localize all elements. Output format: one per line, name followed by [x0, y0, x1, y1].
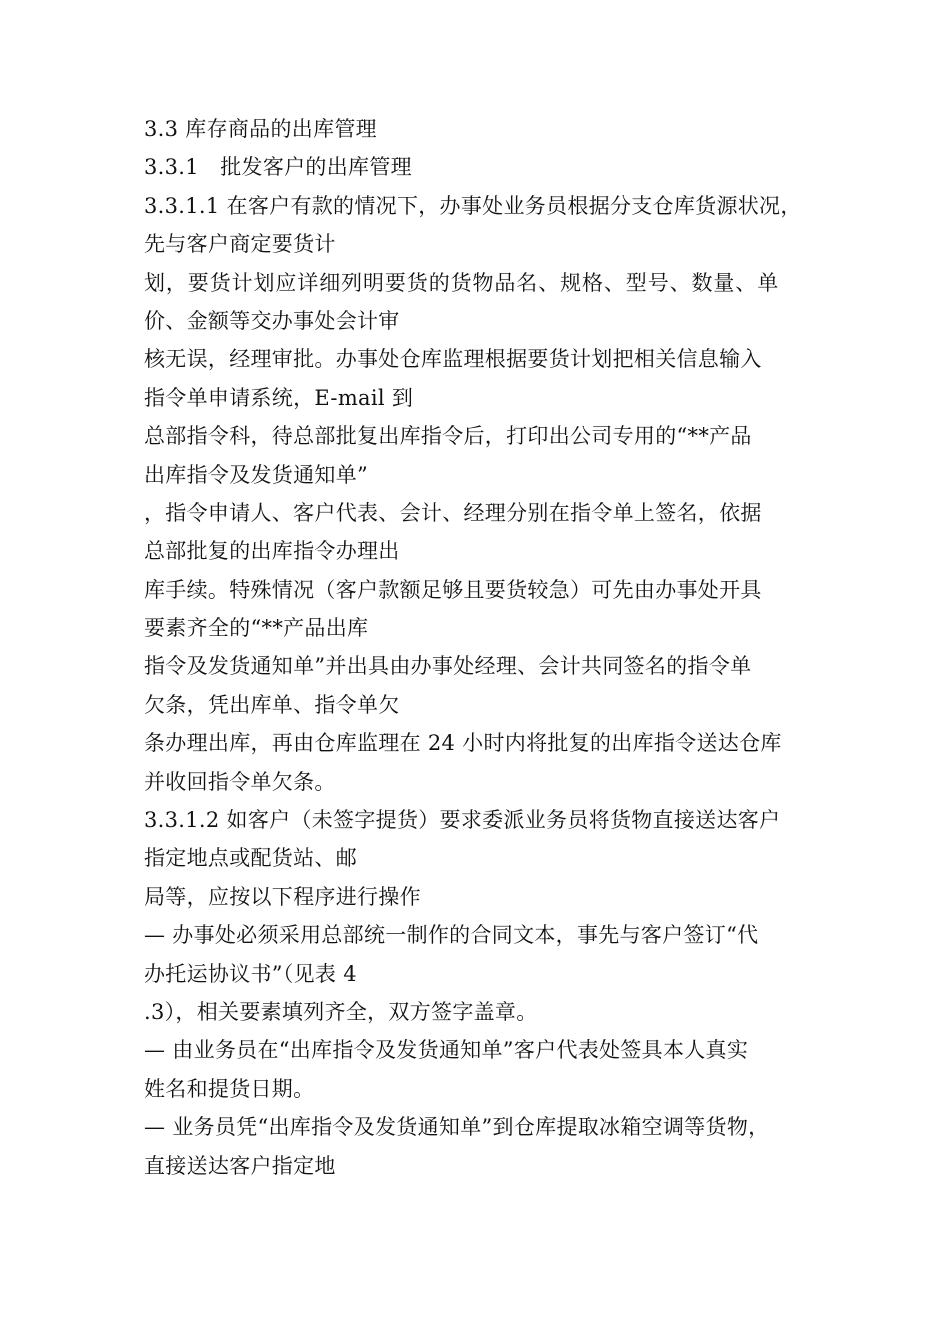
paragraph-line: 欠条，凭出库单、指令单欠: [144, 692, 400, 717]
paragraph-line: 指令及发货通知单”并出具由办事处经理、会计共同签名的指令单: [144, 654, 752, 679]
paragraph-line: 并收回指令单欠条。: [144, 769, 336, 794]
paragraph-line: 核无误，经理审批。办事处仓库监理根据要货计划把相关信息输入: [144, 347, 762, 372]
paragraph-line: 总部批复的出库指令办理出: [144, 539, 400, 564]
paragraph-line: 总部指令科，待总部批复出库指令后，打印出公司专用的“**产品: [144, 424, 752, 449]
section-heading: 3.3 库存商品的出库管理: [144, 117, 377, 141]
paragraph-line: 划，要货计划应详细列明要货的货物品名、规格、型号、数量、单: [144, 270, 780, 295]
paragraph-line: 价、金额等交办事处会计审: [144, 308, 400, 333]
list-item-line: — 业务员凭“出库指令及发货通知单”到仓库提取冰箱空调等货物，: [144, 1115, 770, 1140]
paragraph-line: ，指令申请人、客户代表、会计、经理分别在指令单上签名，依据: [144, 500, 762, 525]
paragraph-line: 3.3.1.2 如客户（未签字提货）要求委派业务员将货物直接送达客户: [144, 808, 781, 833]
paragraph-line: 先与客户商定要货计: [144, 232, 336, 257]
paragraph-line: 要素齐全的“**产品出库: [144, 616, 369, 641]
paragraph-line: 3.3.1.1 在客户有款的情况下，办事处业务员根据分支仓库货源状况，: [144, 193, 802, 218]
paragraph-line: 库手续。特殊情况（客户款额足够且要货较急）可先由办事处开具: [144, 577, 762, 602]
list-item-line: 直接送达客户指定地: [144, 1153, 336, 1178]
paragraph-line: 指令单申请系统，E-mail 到: [144, 385, 414, 410]
list-item-line: 姓名和提货日期。: [144, 1076, 315, 1101]
paragraph-line: 出库指令及发货通知单”: [144, 462, 369, 487]
paragraph-line: 局等，应按以下程序进行操作: [144, 884, 421, 909]
list-item-line: — 办事处必须采用总部统一制作的合同文本，事先与客户签订“代: [144, 923, 759, 948]
list-item-line: 办托运协议书”（见表 4: [144, 961, 357, 986]
list-item-line: .3），相关要素填列齐全，双方签字盖章。: [144, 999, 538, 1024]
paragraph-line: 指定地点或配货站、邮: [144, 846, 357, 871]
document-body: [144, 110, 824, 1185]
subsection-heading: 3.3.1 批发客户的出库管理: [144, 155, 412, 180]
list-item-line: — 由业务员在“出库指令及发货通知单”客户代表处签具本人真实: [144, 1038, 749, 1063]
paragraph-line: 条办理出库，再由仓库监理在 24 小时内将批复的出库指令送达仓库: [144, 731, 782, 756]
